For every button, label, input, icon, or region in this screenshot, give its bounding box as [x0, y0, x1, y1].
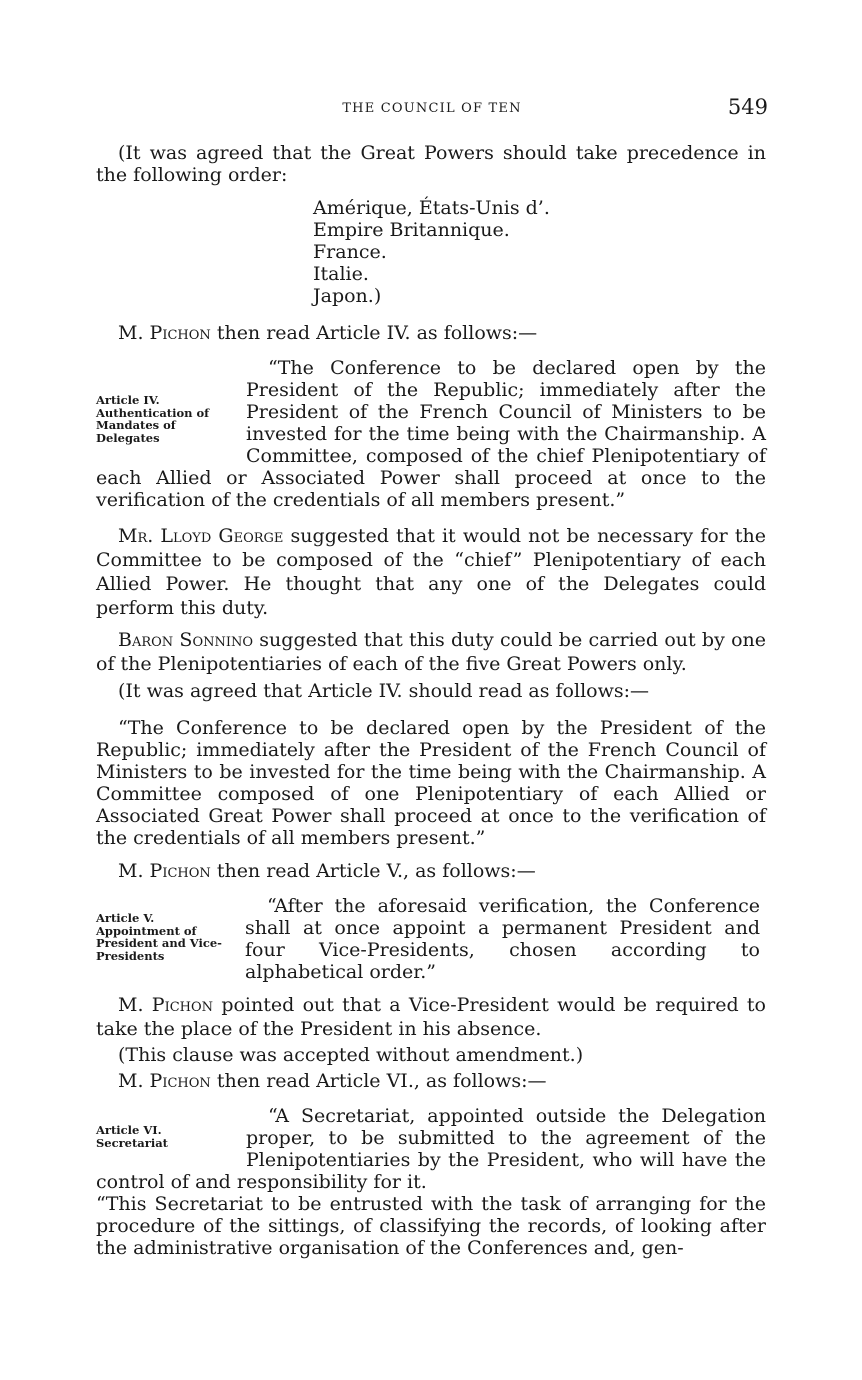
margin-note-article-vi: Article VI. Secretariat: [96, 1123, 168, 1150]
article-vi-intro: [96, 1070, 766, 1092]
lloyd-george-paragraph: [96, 524, 766, 620]
accepted-text: (This clause was accepted without amendment.): [118, 1044, 584, 1066]
intro-text: (It was agreed that the Great Powers should take precedence in the following order:: [96, 142, 766, 186]
article-v-quote: [245, 895, 760, 983]
margin-float: [96, 379, 246, 467]
article-v-accepted: [96, 1044, 766, 1066]
speaker-name: M. Pichon: [118, 994, 214, 1016]
quote-text: “A Secretariat, appointed outside the Delegation proper, to be submitted to the agreement of the Plenipotentiaries by the President, who will have the control of and responsibility for it.: [96, 1105, 766, 1193]
speaker-name: Mr. Lloyd George: [118, 525, 284, 547]
intro-paragraph: [96, 142, 766, 186]
read-text: then read Article VI., as follows:—: [210, 1070, 547, 1092]
read-text: then read Article V., as follows:—: [210, 860, 536, 882]
speaker-name: M. Pichon: [118, 1070, 211, 1092]
article-iv-intro: [96, 322, 766, 344]
quote-text: “The Conference to be declared open by the President of the Republic; immediately after the President of the French Council of Ministers to be invested for the time being with the Chairmanship. A Committee, composed of the chief Plenipotentiary of each Allied or Associated Power shall proceed at once to the verification of the credentials of all members present.”: [96, 357, 766, 511]
speaker-name: Baron Sonnino: [118, 629, 254, 651]
article-v-intro: [96, 860, 766, 882]
precedence-item: Italie.: [313, 263, 369, 285]
quote-text: “After the aforesaid verification, the Conference shall at once appoint a permanent President and four Vice-Presidents, chosen according to alphabetical order.”: [245, 895, 760, 983]
paragraph-text: suggested that this duty could be carried out by one of the Plenipotentiaries of each of the five Great Powers only.: [96, 629, 766, 675]
precedence-list: [313, 197, 550, 307]
running-head: THE COUNCIL OF TEN: [342, 101, 522, 116]
article-v-comment: [96, 993, 766, 1041]
precedence-item: Empire Britannique.: [313, 219, 510, 241]
agreed-text: (It was agreed that Article IV. should read as follows:—: [118, 680, 650, 702]
sonnino-paragraph: [96, 628, 766, 676]
precedence-item: Japon.): [313, 285, 382, 307]
article-iv-quote: [96, 357, 766, 511]
quote-text-continued: “This Secretariat to be entrusted with the task of arranging for the procedure of the sittings, of classifying the records, of looking after the administrative organisation of the Conferences and, gen-: [96, 1193, 766, 1259]
agreed-article-iv-quote: [96, 717, 766, 849]
precedence-item: France.: [313, 241, 387, 263]
article-vi-quote: [96, 1105, 766, 1259]
paragraph-text: suggested that it would not be necessary for the Committee to be composed of the “chief” Plenipotentiary of each Allied Power. He thought that any one of the Delegates could perform this duty.: [96, 525, 766, 619]
read-text: then read Article IV. as follows:—: [210, 322, 538, 344]
margin-note-article-v: Article V. Appointment of President and Vice-Presidents: [96, 911, 222, 963]
agreed-article-iv: [96, 680, 766, 702]
speaker-name: M. Pichon: [118, 860, 211, 882]
margin-float: [96, 1105, 246, 1171]
paragraph-text: pointed out that a Vice-President would be required to take the place of the President in his absence.: [96, 994, 766, 1040]
page-header: [96, 97, 768, 125]
precedence-item: Amérique, États-Unis d’.: [313, 197, 550, 219]
margin-note-article-iv: Article IV. Authentication of Mandates of Delegates: [96, 393, 210, 445]
page-number: 549: [727, 95, 768, 119]
speaker-name: M. Pichon: [118, 322, 211, 344]
quote-text: “The Conference to be declared open by the President of the Republic; immediately after the President of the French Council of Ministers to be invested for the time being with the Chairmanship. A Committee composed of one Plenipotentiary of each Allied or Associated Great Power shall proceed at once to the verification of the credentials of all members present.”: [96, 717, 766, 849]
